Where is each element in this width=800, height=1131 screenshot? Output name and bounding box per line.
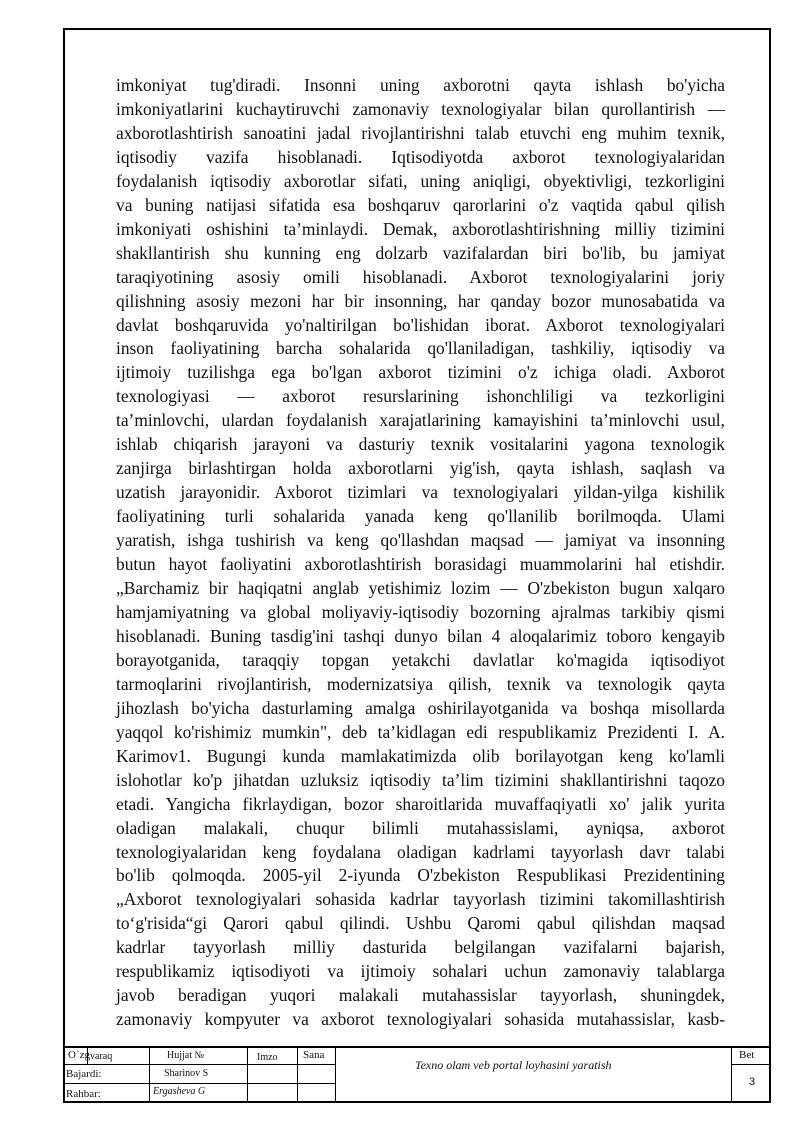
title-block: [63, 1046, 771, 1103]
text-line: yaqqol ko'rishimiz mumkin", deb ta’kidlagan edi respublikamiz Prezidenti I. A.: [116, 721, 725, 742]
bajardi-name: Sharinov S: [164, 1068, 209, 1079]
text-line: to‘g'risida“gi Qarori qabul qilindi. Ushbu Qaromi qabul qilishdan maqsad: [116, 913, 725, 934]
text-line: va buning natijasi sifatida esa boshqaruv qarorlarini o'z vaqtida qabul qilish: [116, 194, 725, 215]
text-line: oladigan malakali, chuqur bilimli mutahassislami, ayniqsa, axborot: [116, 817, 725, 838]
text-line: etadi. Yangicha fikrlaydigan, bozor sharoitlarida muvaffaqiyatli xo' jalik yurita: [116, 793, 725, 814]
document-body: [116, 74, 725, 1032]
text-line: islohotlar ko'p jihatdan uzluksiz iqtisodiy ta’lim tizimini shakllantirishni taqozo: [116, 769, 725, 790]
imzo-label: Imzo: [257, 1052, 278, 1063]
text-line: hamjamiyatning va global moliyaviy-iqtisodiy bozorning ajralmas tarkibiy qismi: [116, 601, 725, 622]
text-line: qilishning asosiy mezoni har bir insonning, har qanday bozor munosabatida va: [116, 290, 725, 311]
text-line: borayotganida, taraqqiy topgan yetakchi davlatlar ko'magida iqtisodiyot: [116, 649, 725, 670]
document-title: Texno olam veb portal loyhasini yaratish: [415, 1058, 612, 1072]
text-line: axborotlashtirish sanoatini jadal rivojlantirishni talab etuvchi eng muhim texnik,: [116, 122, 725, 143]
text-line: javob beradigan yuqori malakali mutahassislar tayyorlash, shuningdek,: [116, 985, 725, 1006]
hujjat-label: Hujjat №: [167, 1050, 205, 1061]
text-line: zanjirga birlashtirgan holda axborotlarni yig'ish, qayta ishlash, saqlash va: [116, 458, 725, 479]
text-line: ijtimoiy tuzilishga ega bo'lgan axborot tizimini o'z ichiga oladi. Axborot: [116, 362, 725, 383]
text-line: imkoniyat tug'diradi. Insonni uning axborotni qayta ishlash bo'yicha: [116, 75, 725, 95]
rahbar-name: Ergasheva G: [153, 1086, 206, 1097]
text-line: butun hayot faoliyatini axborotlashtirish borasidagi muammolarini hal etishdir.: [116, 554, 725, 575]
text-line: ishlab chiqarish jarayoni va dasturiy texnik vositalarini yagona texnologik: [116, 434, 725, 455]
text-line: hisoblanadi. Buning tasdig'ini tashqi dunyo bilan 4 aloqalarimiz toboro kengayib: [116, 625, 725, 646]
bet-label: Bet: [739, 1049, 755, 1061]
sana-label: Sana: [303, 1049, 325, 1061]
text-line: bo'lib qolmoqda. 2005-yil 2-iyunda O'zbekiston Respublikasi Prezidentining: [116, 865, 725, 886]
bajardi-label: Bajardi:: [66, 1068, 102, 1080]
text-line: iqtisodiy vazifa hisoblanadi. Iqtisodiyotda axborot texnologiyalaridan: [116, 146, 725, 167]
text-line: foydalanish iqtisodiy axborotlar sifati, uning aniqligi, obyektivligi, tezkorligini: [116, 170, 725, 191]
rahbar-label: Rahbar:: [66, 1088, 101, 1100]
text-line: imkoniyati oshishini ta’minlaydi. Demak, axborotlashtirishning milliy tizimini: [116, 218, 725, 239]
text-line: shakllantirish shu kunning eng dolzarb vazifalardan biri bo'lib, bu jamiyat: [116, 242, 725, 263]
text-line: „Axborot texnologiyalari sohasida kadrlar tayyorlash tizimini takomillashtirish: [116, 889, 725, 910]
text-line: respublikamiz iqtisodiyoti va ijtimoiy sohalari uchun zamonaviy talablarga: [116, 961, 725, 982]
text-line: yaratish, ishga tushirish va keng qo'llashdan maqsad — jamiyat va insonning: [116, 530, 725, 551]
text-line: Karimov1. Bugungi kunda mamlakatimizda olib borilayotgan keng ko'lamli: [116, 745, 725, 766]
varaq-label: varaq: [90, 1051, 113, 1062]
text-line: uzatish jarayonidir. Axborot tizimlari va texnologiyalari yildan-yilga kishilik: [116, 482, 725, 503]
text-line: jihozlash bo'yicha dasturlaming amalga oshirilayotganida va boshqa misollarda: [116, 697, 725, 718]
text-line: imkoniyatlarini kuchaytiruvchi zamonaviy texnologiyalar bilan qurollantirish —: [116, 98, 725, 119]
text-line: faoliyatining turli sohalarida yanada keng qo'llanilib borilmoqda. Ulami: [116, 506, 725, 527]
text-line: zamonaviy kompyuter va axborot texnologiyalari sohasida mutahassislar, kasb-: [116, 1009, 725, 1030]
text-line: ta’minlovchi, ulardan foydalanish xarajatlarining kamayishini ta’minlovchi usul,: [116, 410, 725, 431]
text-line: davlat boshqaruvida yo'naltirilgan bo'lishidan iborat. Axborot texnologiyalari: [116, 314, 725, 335]
text-line: tarmoqlarini rivojlantirish, modernizatsiya qilish, texnik va texnologik qayta: [116, 673, 725, 694]
text-line: texnologiyalaridan keng foydalana oladigan kadrlami tayyorlash davr talabi: [116, 841, 725, 862]
page-number: 3: [749, 1076, 756, 1088]
text-line: kadrlar tayyorlash milliy dasturida belgilangan vazifalarni bajarish,: [116, 937, 725, 958]
text-line: texnologiyasi — axborot resurslarining ishonchliligi va tezkorligini: [116, 386, 725, 407]
text-line: taraqiyotining asosiy omili hisoblanadi. Axborot texnologiyalarini joriy: [116, 266, 725, 287]
ozg-label: O`zg: [68, 1049, 90, 1061]
text-line: „Barchamiz bir haqiqatni anglab yetishimiz lozim — O'zbekiston bugun xalqaro: [116, 578, 725, 599]
text-line: inson faoliyatining barcha sohalarida qo'llaniladigan, tashkiliy, iqtisodiy va: [116, 338, 725, 359]
